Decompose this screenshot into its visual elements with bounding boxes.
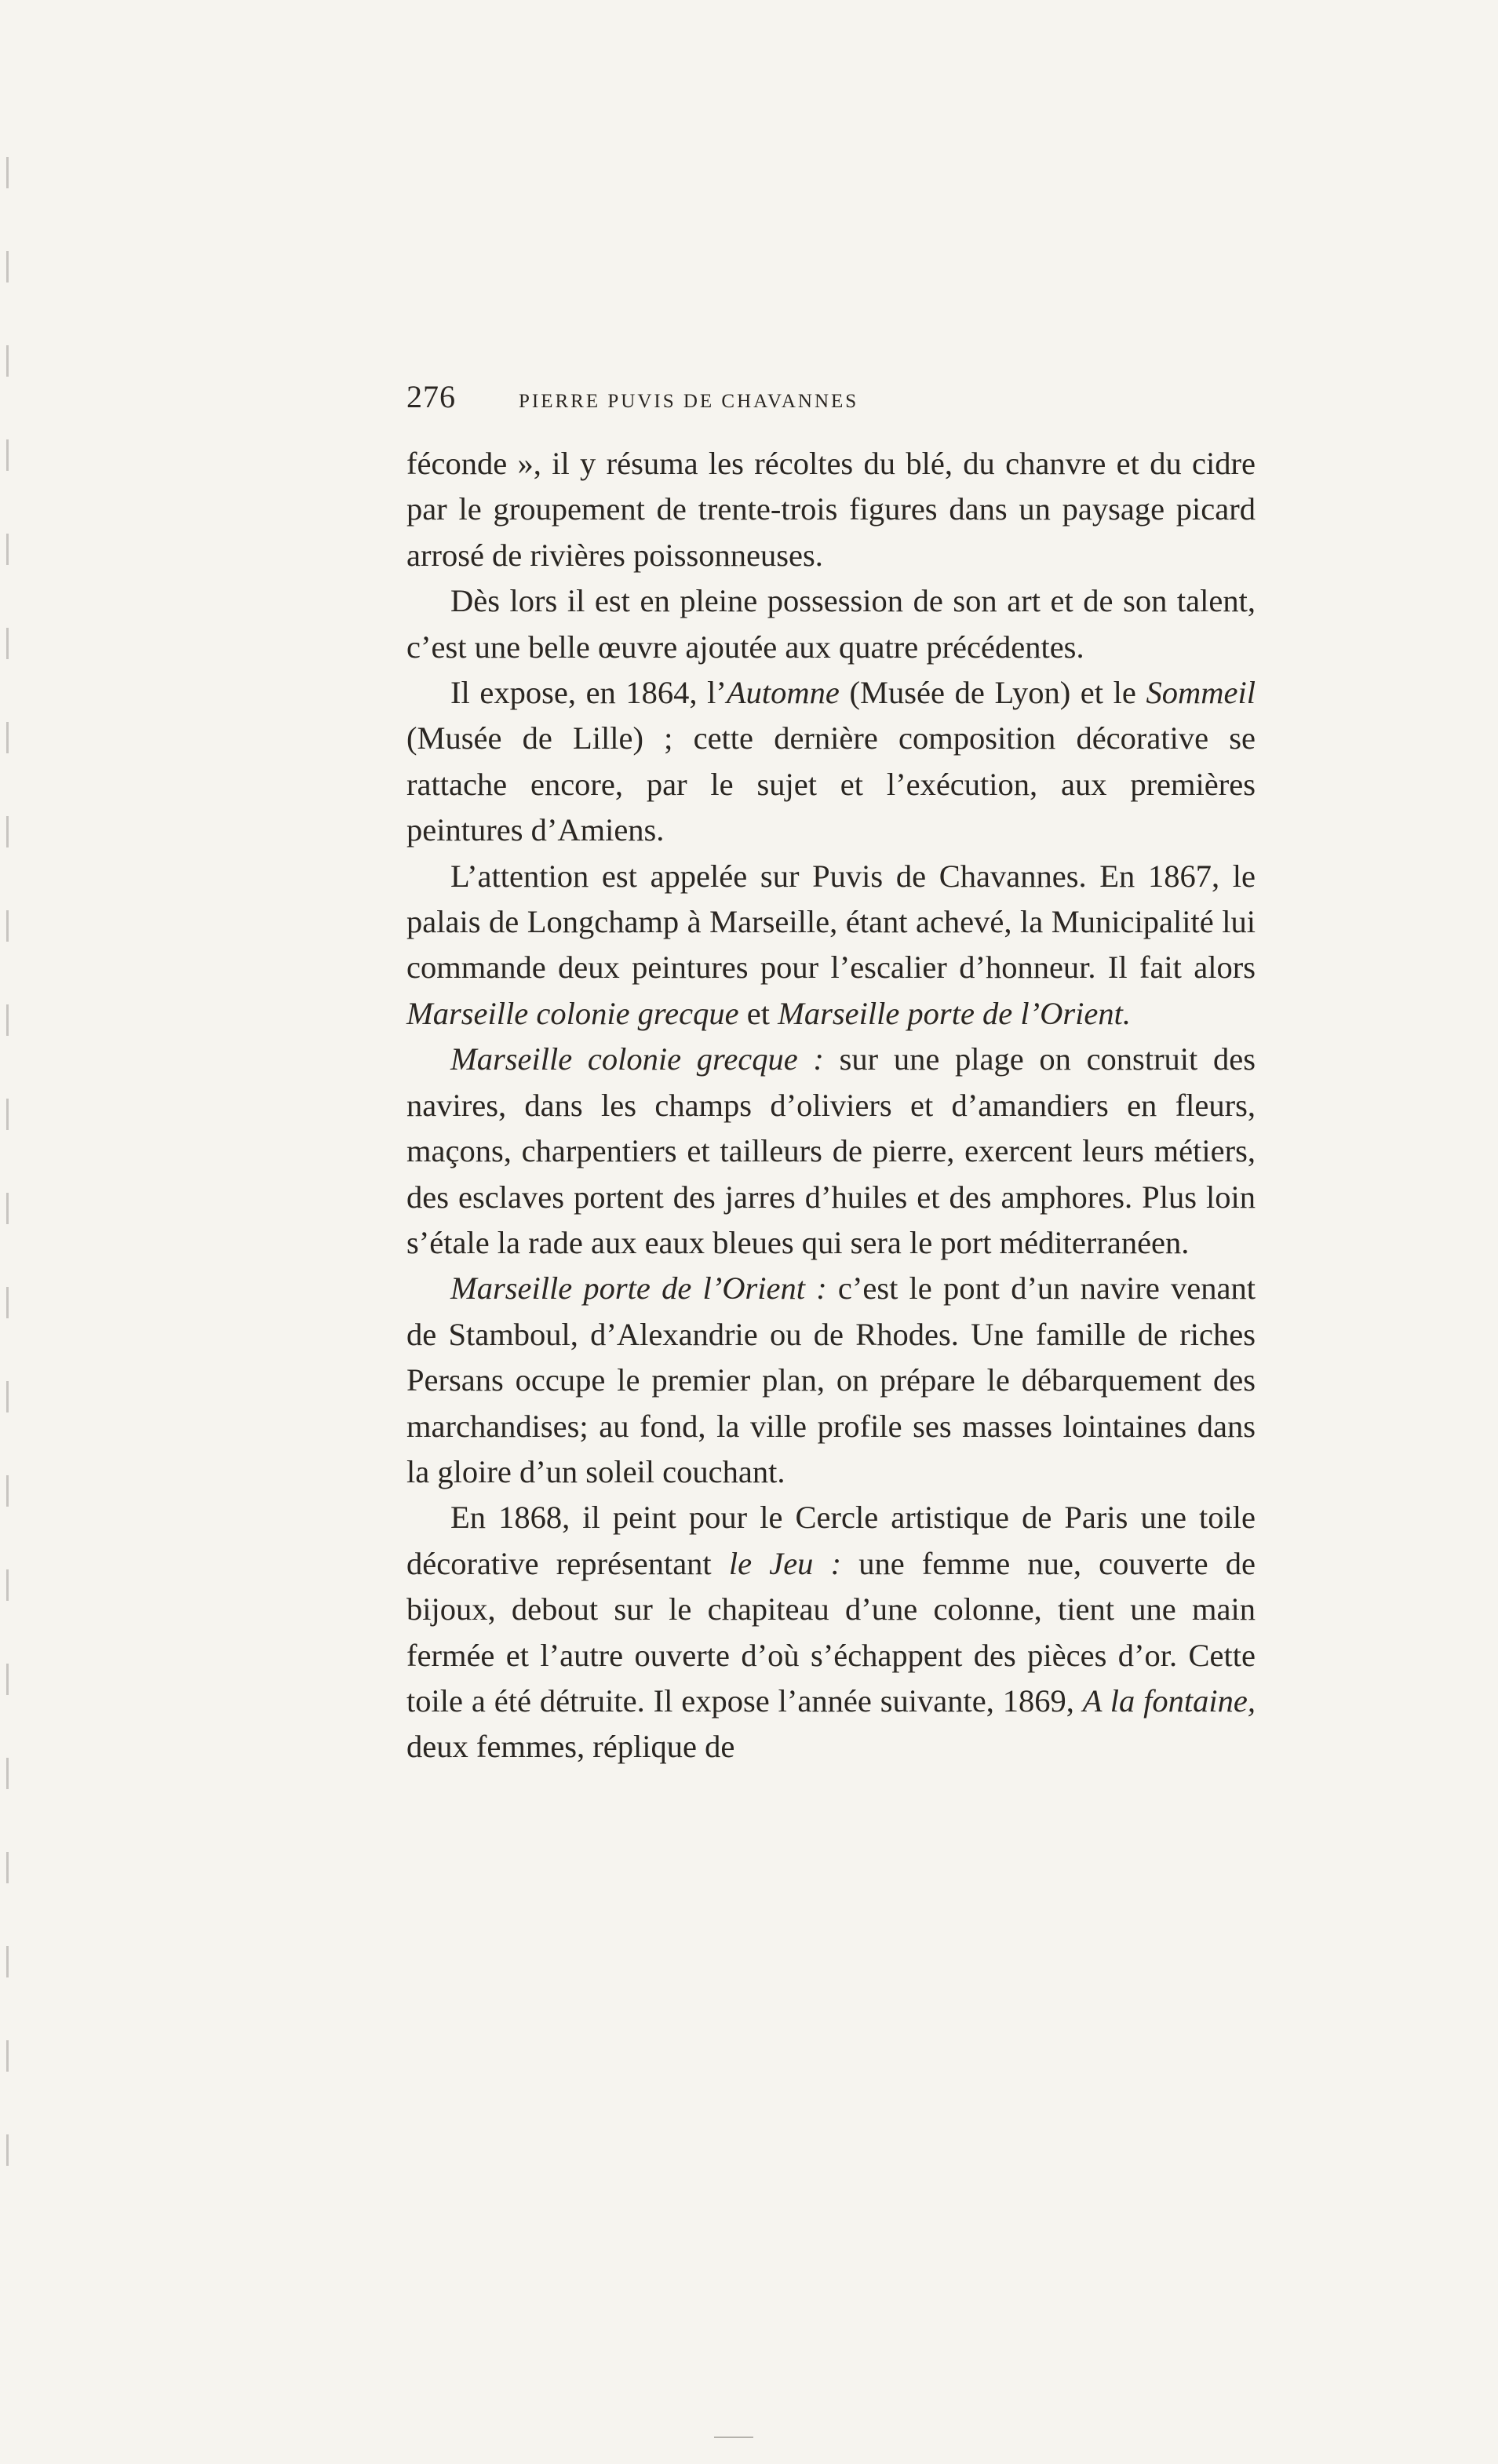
italic-run: Marseille colonie grecque	[406, 995, 739, 1031]
text-run: féconde », il y résuma les récoltes du blé, du chanvre et du cidre par le groupement de trente-trois figures dans un paysage picard arrosé de rivières poissonneuses.	[406, 446, 1256, 573]
paragraph	[406, 441, 1256, 578]
scan-edge-shadow	[6, 157, 9, 2197]
text-run: En 1868, il peint pour le Cercle artistique de Paris une toile décorative représentant	[406, 1500, 1256, 1581]
page-number: 276	[406, 379, 456, 414]
italic-run: le Jeu :	[728, 1545, 842, 1581]
text-run: (Musée de Lyon) et le	[839, 675, 1146, 711]
italic-run: Marseille porte de l’Orient.	[778, 995, 1132, 1031]
italic-run: Sommeil	[1146, 675, 1256, 711]
paragraph	[406, 1037, 1256, 1266]
running-head-title: PIERRE PUVIS DE CHAVANNES	[519, 391, 859, 412]
text-run: et	[738, 995, 778, 1031]
italic-run: Marseille colonie grecque :	[450, 1041, 824, 1077]
text-run: (Musée de Lille) ; cette dernière composition décorative se rattache encore, par le sujet et l’exécution, aux premières peintures d’Amiens.	[406, 720, 1256, 848]
text-run: c’est le pont d’un navire venant de Stamboul, d’Alexandrie ou de Rhodes. Une famille de riches Persans occupe le premier plan, on prépare le débarquement des marchandises; au fond, la ville profile ses masses lointaines dans la gloire d’un soleil couchant.	[406, 1270, 1256, 1489]
scan-mark	[714, 2437, 753, 2438]
paragraph	[406, 854, 1256, 1037]
italic-run: Marseille porte de l’Orient :	[450, 1270, 827, 1307]
text-run: Il expose, en 1864, l’	[450, 675, 727, 711]
italic-run: Automne	[726, 675, 840, 711]
body-text	[406, 441, 1256, 1770]
paragraph	[406, 1495, 1256, 1770]
italic-run: A la fontaine,	[1082, 1682, 1256, 1719]
text-run: sur une plage on construit des navires, dans les champs d’oliviers et d’amandiers en fleurs, maçons, charpentiers et tailleurs de pierre, exercent leurs métiers, des esclaves portent des jarres d’huiles et des amphores. Plus loin s’étale la rade aux eaux bleues qui sera le port méditerranéen.	[406, 1041, 1256, 1260]
text-run: Dès lors il est en pleine possession de son art et de son talent, c’est une belle œuvre ajoutée aux quatre précédentes.	[406, 583, 1256, 665]
running-head	[406, 378, 1270, 425]
text-run: L’attention est appelée sur Puvis de Chavannes. En 1867, le palais de Longchamp à Marseille, étant achevé, la Municipalité lui commande deux peintures pour l’escalier d’honneur. Il fait alors	[406, 858, 1256, 986]
paragraph	[406, 578, 1256, 670]
text-run: deux femmes, réplique de	[406, 1729, 735, 1765]
paragraph	[406, 670, 1256, 854]
text-run: une femme nue, couverte de bijoux, debout sur le chapiteau d’une colonne, tient une main fermée et l’autre ouverte d’où s’échappent des pièces d’or. Cette toile a été détruite. Il expose l’année suivante, 1869,	[406, 1545, 1256, 1719]
paragraph	[406, 1266, 1256, 1495]
